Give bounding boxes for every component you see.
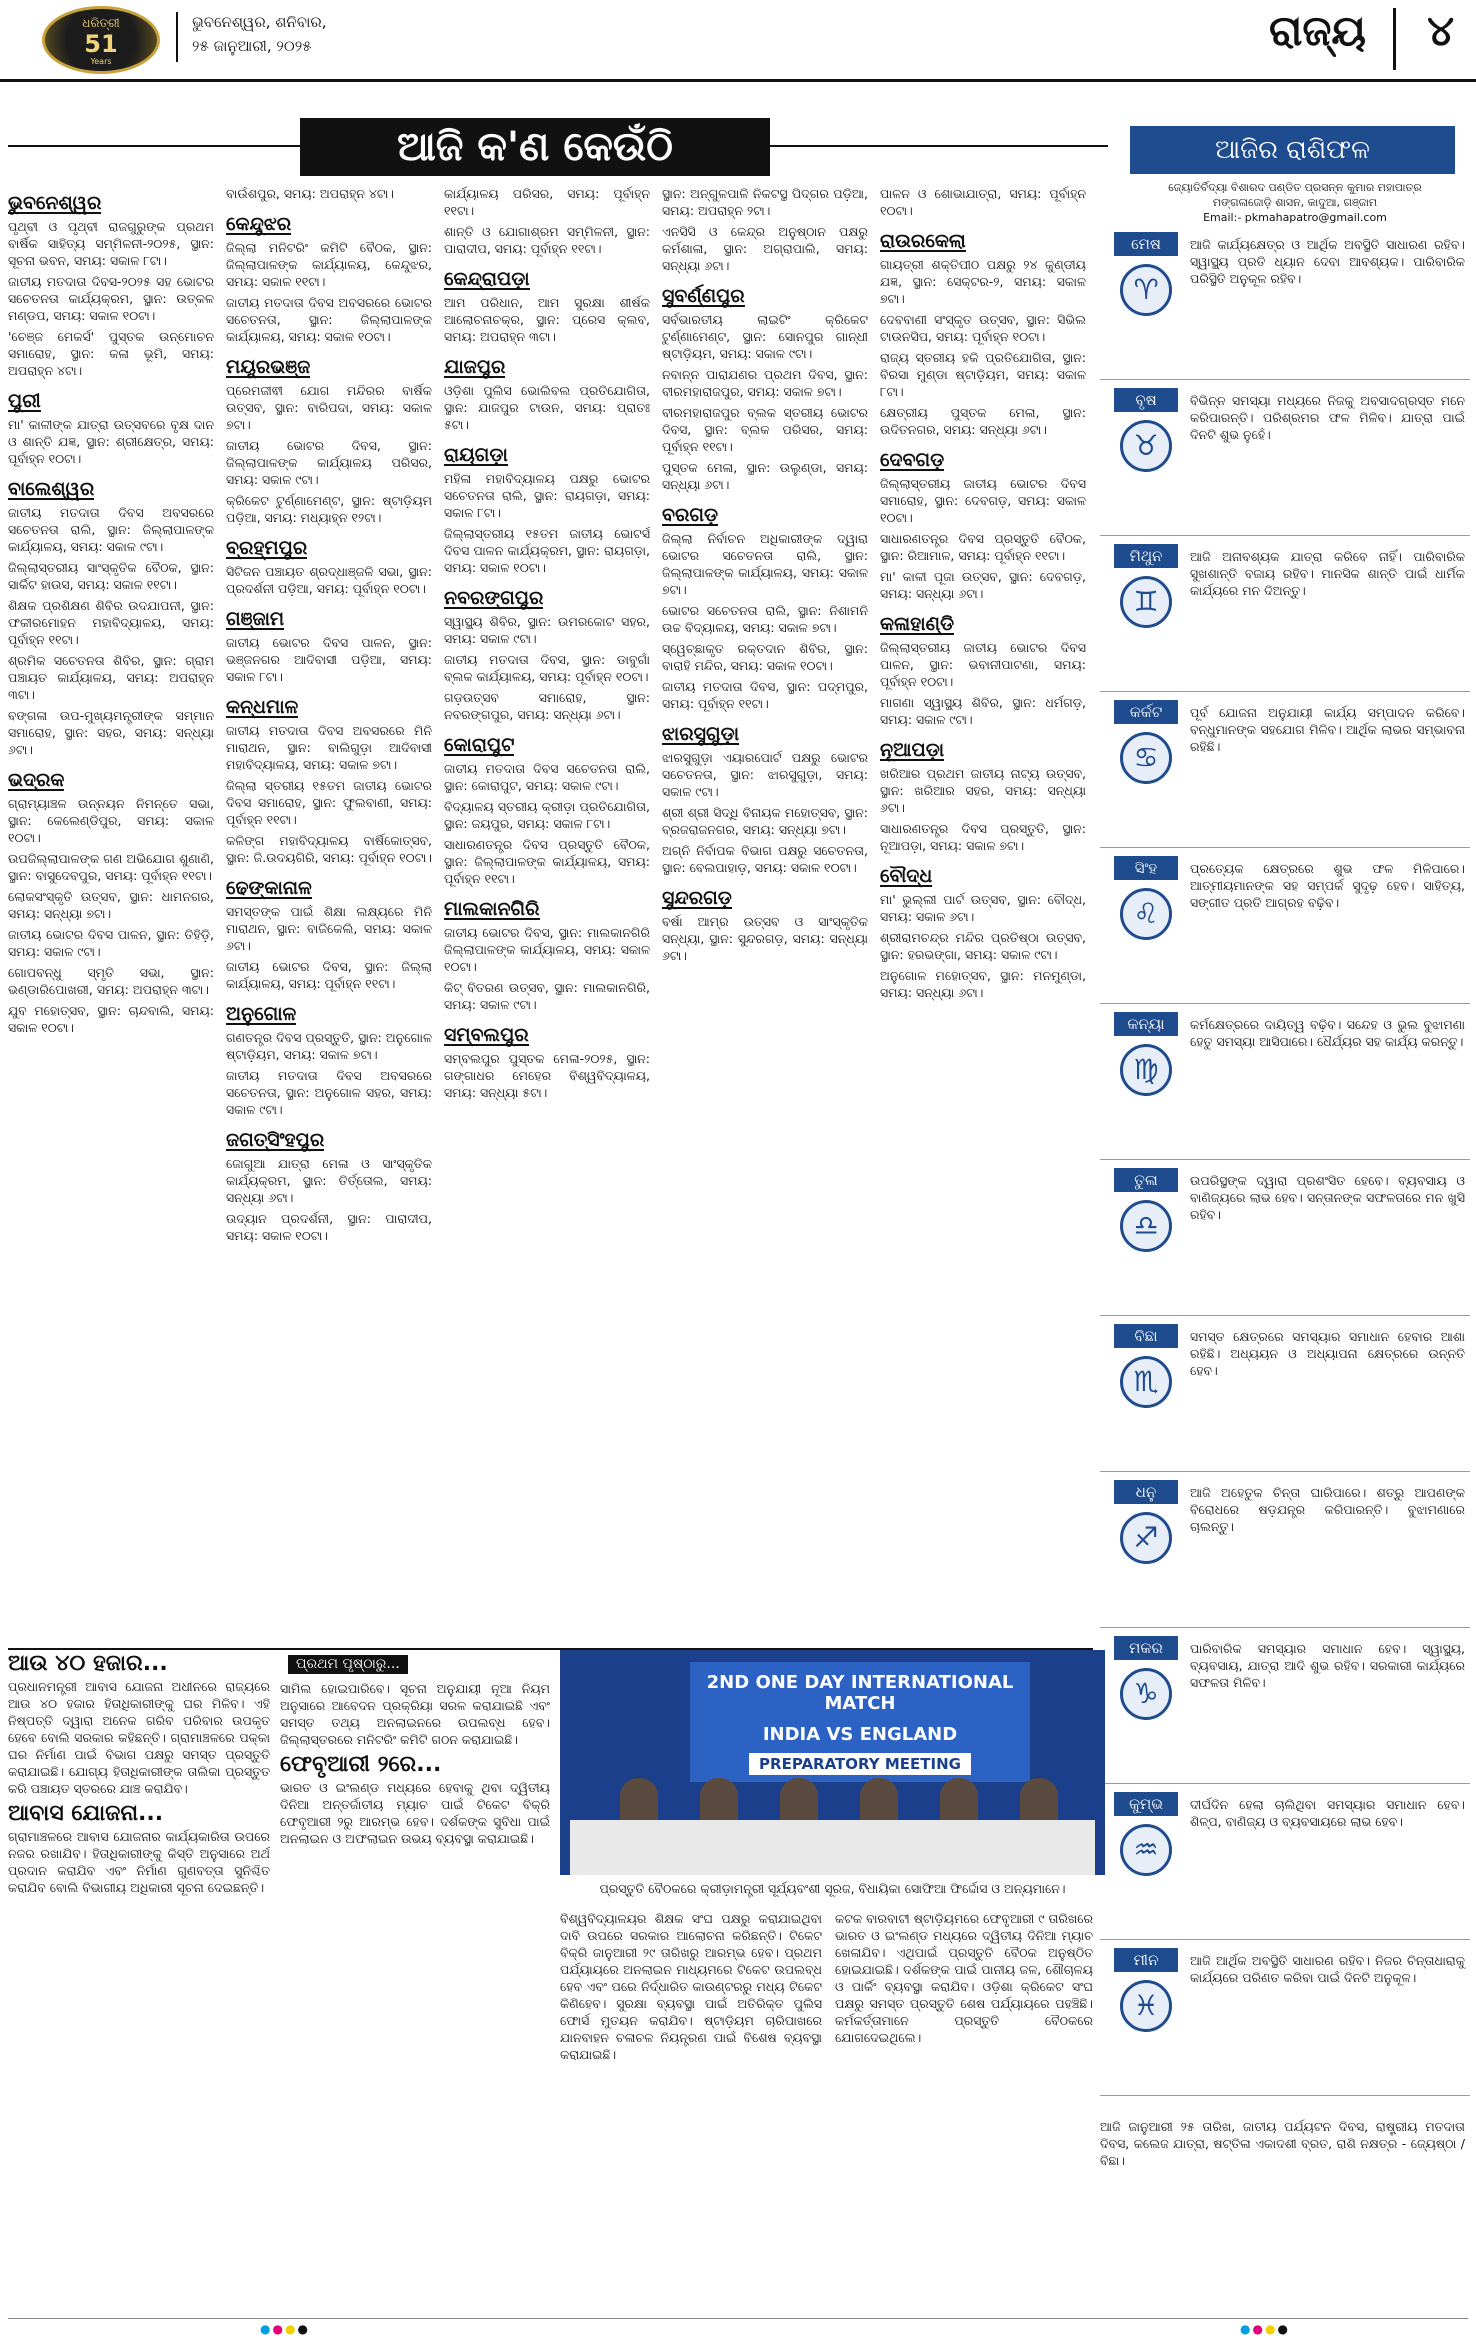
rashi-item — [1100, 1168, 1470, 1308]
city-heading: କେନ୍ଦୁଝର — [226, 213, 292, 235]
event-backdrop — [690, 1662, 1030, 1782]
event-item: ସମ୍ବଲପୁର ପୁସ୍ତକ ମେଳା-୨୦୨୫, ସ୍ଥାନ: ଗଙ୍ଗାଧର ମେହେର ବିଶ୍ୱବିଦ୍ୟାଳୟ, ସମୟ: ସନ୍ଧ୍ୟା ୫ଟା। — [444, 1051, 650, 1100]
event-item: ସାଧାରଣତନ୍ତ୍ର ଦିବସ ପ୍ରସ୍ତୁତି ବୈଠକ, ସ୍ଥାନ: ରିଆମାଳ, ସମୟ: ପୂର୍ବାହ୍ନ ୧୧ଟା। — [880, 531, 1086, 563]
event-item: କଳିଙ୍ଗ ମହାବିଦ୍ୟାଳୟ ବାର୍ଷିକୋତ୍ସବ, ସ୍ଥାନ: ଜି.ଉଦୟଗିରି, ସମୟ: ପୂର୍ବାହ୍ନ ୧୦ଟା। — [226, 833, 432, 865]
event-item: ନବାନ୍ନ ପାରାଯଣର ପ୍ରଥମ ଦିବସ, ସ୍ଥାନ: ବୀରମହାରାଜପୁର, ସମୟ: ସକାଳ ୭ଟା। — [662, 367, 868, 399]
event-item: ଶ୍ରୀରାମଚନ୍ଦ୍ର ମନ୍ଦିର ପ୍ରତିଷ୍ଠା ଉତ୍ସବ, ସ୍ଥାନ: ହରଭଙ୍ଗା, ସମୟ: ସକାଳ ୯ଟା। — [880, 930, 1086, 962]
rashi-divider — [1100, 691, 1470, 692]
event-item: ସାଧାରଣତନ୍ତ୍ର ଦିବସ ପ୍ରସ୍ତୁତି, ସ୍ଥାନ: ନୂଆପଡ଼ା, ସମୟ: ସକାଳ ୭ଟା। — [880, 821, 1086, 853]
event-item: ଜାତୀୟ ଭୋଟର ଦିବସ ପାଳନ, ସ୍ଥାନ: ତିହିଡ଼ି, ସମୟ: ସକାଳ ୯ଟା। — [8, 927, 214, 959]
city-heading: ବ୍ରହ୍ମପୁର — [226, 537, 308, 559]
story-subhead: ଆବାସ ଯୋଜନା... — [8, 1801, 164, 1826]
event-item: ପାଳନ ଓ ଶୋଭାଯାତ୍ରା, ସମୟ: ପୂର୍ବାହ୍ନ ୧୦ଟା। — [880, 186, 1086, 218]
story-body: ପ୍ରଧାନମନ୍ତ୍ରୀ ଆବାସ ଯୋଜନା ଅଧୀନରେ ରାଜ୍ୟରେ ଆଉ ୪୦ ହଜାର ହିତାଧିକାରୀଙ୍କୁ ଘର ମିଳିବ। ଏହି ନିଷ୍ପତ୍ତି ଦ୍ୱାରା ଅନେକ ଗରିବ ପରିବାର ଉପକୃତ ହେବେ ବୋଲି ସରକାର କହିଛନ୍ତି। ଗ୍ରାମାଞ୍ଚଳରେ ପକ୍କା ଘର ନିର୍ମାଣ ପାଇଁ ବିଭାଗ ପକ୍ଷରୁ ସମସ୍ତ ପ୍ରସ୍ତୁତି କରାଯାଇଛି। ଯୋଗ୍ୟ ହିତାଧିକାରୀଙ୍କ ତାଲିକା ପ୍ରସ୍ତୁତ କରି ପଞ୍ଚାୟତ ସ୍ତରରେ ଯାଞ୍ଚ କରାଯିବ। — [8, 1679, 270, 1796]
rashiphala-heading: ଆଜିର ରାଶିଫଳ — [1130, 126, 1455, 174]
libra-icon: ♎ — [1120, 1200, 1172, 1252]
city-heading: କଳାହାଣ୍ଡି — [880, 613, 955, 635]
event-item: ଗ୍ରାମ୍ୟାଞ୍ଚଳ ଉନ୍ନୟନ ନିମନ୍ତେ ସଭା, ସ୍ଥାନ: କେଲେଣ୍ଡିପୁର, ସମୟ: ସକାଳ ୧୦ଟା। — [8, 796, 214, 845]
masthead — [0, 0, 1476, 82]
sagittarius-icon: ♐ — [1120, 1512, 1172, 1564]
events-column-5 — [880, 185, 1086, 1640]
rashi-divider — [1100, 847, 1470, 848]
backdrop-title: 2ND ONE DAY INTERNATIONAL MATCH — [706, 1672, 1014, 1714]
virgo-icon: ♍ — [1120, 1044, 1172, 1096]
event-item: ଯୁବ ମହୋତ୍ସବ, ସ୍ଥାନ: ଚାନ୍ଦବାଲି, ସମୟ: ସକାଳ ୧୦ଟା। — [8, 1003, 214, 1035]
event-item: ଜୋଗୁଆ ଯାତ୍ରା ମେଳା ଓ ସାଂସ୍କୃତିକ କାର୍ଯ୍ୟକ୍ରମ, ସ୍ଥାନ: ତିର୍ତ୍ତୋଲ, ସମୟ: ସନ୍ଧ୍ୟା ୬ଟା। — [226, 1156, 432, 1205]
event-item: ସର୍ବଭାରତୀୟ ଲାଇଟିଂ କ୍ରିକେଟ ଟୁର୍ଣ୍ଣାମେଣ୍ଟ, ସ୍ଥାନ: ସୋନପୁର ଗାନ୍ଧୀ ଷ୍ଟାଡ଼ିୟମ, ସମୟ: ସକାଳ ୯ଟା। — [662, 312, 868, 361]
leo-icon: ♌ — [1120, 888, 1172, 940]
event-item: ବୀରମହାରାଜପୁର ବ୍ଲକ ସ୍ତରୀୟ ଭୋଟର ଦିବସ, ସ୍ଥାନ: ବ୍ଲକ ପରିସର, ସମୟ: ପୂର୍ବାହ୍ନ ୧୧ଟା। — [662, 405, 868, 454]
event-item: ସ୍ୱେଚ୍ଛାକୃତ ରକ୍ତଦାନ ଶିବିର, ସ୍ଥାନ: ବାରାହି ମନ୍ଦିର, ସମୟ: ସକାଳ ୧୦ଟା। — [662, 641, 868, 673]
event-item: ଜିଲ୍ଲାସ୍ତରୀୟ ଜାତୀୟ ଭୋଟର ଦିବସ ସମାରୋହ, ସ୍ଥାନ: ଦେବଗଡ଼, ସମୟ: ସକାଳ ୧୦ଟା। — [880, 476, 1086, 525]
backdrop-teams: INDIA VS ENGLAND — [762, 1724, 958, 1745]
event-item: ମା' କାଳୀଙ୍କ ଯାତ୍ରା ଉତ୍ସବରେ ବୃକ୍ଷ ଦାନ ଓ ଶାନ୍ତି ଯଜ୍ଞ, ସ୍ଥାନ: ଶ୍ରୀକ୍ଷେତ୍ର, ସମୟ: ପୂର୍ବାହ୍ନ ୧୦ଟା। — [8, 417, 214, 466]
event-item: ପ୍ରେମଜୀଵୀ ଯୋଗ ମନ୍ଦିରର ବାର୍ଷିକ ଉତ୍ସବ, ସ୍ଥାନ: ବାରିପଦା, ସମୟ: ସକାଳ ୭ଟା। — [226, 383, 432, 432]
cancer-icon: ♋ — [1120, 732, 1172, 784]
event-item: ପୃଥ୍ବୀ ଓ ପୃଥ୍ବୀ ରାଜଗୁରୁଙ୍କ ପ୍ରଥମ ବାର୍ଷିକ ସାହିତ୍ୟ ସମ୍ମିଳନୀ-୨୦୨୫, ସ୍ଥାନ: ସୂଚନା ଭବନ, ସମୟ: ସକାଳ ୮ଟା। — [8, 219, 214, 268]
footer-rule — [8, 2318, 1468, 2319]
rashi-divider — [1100, 1471, 1470, 1472]
story-body: କଟକ ବାରବାଟୀ ଷ୍ଟାଡ଼ିୟମରେ ଫେବୃଆରୀ ୯ ତାରିଖରେ ଭାରତ ଓ ଇଂଲଣ୍ଡ ମଧ୍ୟରେ ଦ୍ୱିତୀୟ ଦିନିଆ ମ୍ୟାଚ ଖେଳାଯିବ। ଏଥିପାଇଁ ପ୍ରସ୍ତୁତି ବୈଠକ ଅନୁଷ୍ଠିତ ହୋଇଯାଇଛି। ଦର୍ଶକଙ୍କ ପାଇଁ ପାନୀୟ ଜଳ, ଶୌଚାଳୟ ଓ ପାର୍କିଂ ବ୍ୟବସ୍ଥା କରାଯିବ। ଓଡ଼ିଶା କ୍ରିକେଟ ସଂଘ ପକ୍ଷରୁ ସମସ୍ତ ପ୍ରସ୍ତୁତି ଶେଷ ପର୍ଯ୍ୟାୟରେ ପହଞ୍ଚିଛି। କର୍ମକର୍ତ୍ତାମାନେ ପ୍ରସ୍ତୁତି ବୈଠକରେ ଯୋଗଦେଇଥିଲେ। — [835, 1911, 1093, 2045]
rashi-divider — [1100, 1783, 1470, 1784]
rashi-name: କୁମ୍ଭ — [1114, 1792, 1178, 1816]
event-item: ମାଗଣା ସ୍ୱାସ୍ଥ୍ୟ ଶିବିର, ସ୍ଥାନ: ଧର୍ମଗଡ଼, ସମୟ: ସକାଳ ୯ଟା। — [880, 695, 1086, 727]
rashi-divider — [1100, 1003, 1470, 1004]
event-item: ସିଟିଜନ ପଞ୍ଚାୟତ ଶ୍ରଦ୍ଧାଞ୍ଜଳି ସଭା, ସ୍ଥାନ: ପ୍ରଦର୍ଶନୀ ପଡ଼ିଆ, ସମୟ: ପୂର୍ବାହ୍ନ ୧୦ଟା। — [226, 564, 432, 596]
event-item: ଜାତୀୟ ମତଦାତା ଦିବସ ଅବସରରେ ସଚେତନତା, ସ୍ଥାନ: ଅନୁଗୋଳ ସହର, ସମୟ: ସକାଳ ୯ଟା। — [226, 1068, 432, 1117]
rashi-item — [1100, 1012, 1470, 1152]
rashi-divider — [1100, 1315, 1470, 1316]
rashi-prediction: ଉପରିସ୍ଥଙ୍କ ଦ୍ୱାରା ପ୍ରଶଂସିତ ହେବେ। ବ୍ୟବସାୟ ଓ ବାଣିଜ୍ୟରେ ଲାଭ ହେବ। ସନ୍ତାନଙ୍କ ସଫଳତାରେ ମନ ଖୁସି ରହିବ। — [1190, 1173, 1465, 1222]
event-item: ମା' କାଳୀ ପୂଜା ଉତ୍ସବ, ସ୍ଥାନ: ଦେବଗଡ଼, ସମୟ: ସନ୍ଧ୍ୟା ୬ଟା। — [880, 569, 1086, 601]
rashi-item — [1100, 1948, 1470, 2088]
meeting-table — [570, 1820, 1095, 1875]
aquarius-icon: ♒ — [1120, 1824, 1172, 1876]
story-headline — [8, 1655, 270, 1676]
registration-marks: ●●●● — [260, 2322, 310, 2336]
event-item: ଶାନ୍ତି ଓ ଯୋଗାଶ୍ରମ ସମ୍ମିଳନୀ, ସ୍ଥାନ: ପାରାଦୀପ, ସମୟ: ପୂର୍ବାହ୍ନ ୧୧ଟା। — [444, 224, 650, 256]
news-photo — [560, 1650, 1105, 1875]
event-item: ଜାତୀୟ ମତଦାତା ଦିବସ ଅବସରରେ ସଚେତନତା ରାଲି, ସ୍ଥାନ: ଜିଲ୍ଲାପାଳଙ୍କ କାର୍ଯ୍ୟାଳୟ, ସମୟ: ସକାଳ ୯ଟା। — [8, 505, 214, 554]
event-item: ଜିଲ୍ଲା ମନିଟରିଂ କମିଟି ବୈଠକ, ସ୍ଥାନ: ଜିଲ୍ଲାପାଳଙ୍କ କାର୍ଯ୍ୟାଳୟ, କେନ୍ଦୁଝର, ସମୟ: ସକାଳ ୧୧ଟା। — [226, 240, 432, 289]
event-item: ଓଡ଼ିଶା ପୁଲିସ ଭୋଲିବଲ ପ୍ରତିଯୋଗିତା, ସ୍ଥାନ: ଯାଜପୁର ଟାଉନ, ସମୟ: ପ୍ରାତଃ ୫ଟା। — [444, 383, 650, 432]
events-banner: ଆଜି କ'ଣ କେଉଁଠି — [300, 118, 770, 176]
city-heading: ଭଦ୍ରକ — [8, 769, 65, 791]
rashi-prediction: ଆଜି କାର୍ଯ୍ୟକ୍ଷେତ୍ର ଓ ଆର୍ଥିକ ଅବସ୍ଥିତି ସାଧାରଣ ରହିବ। ସ୍ୱାସ୍ଥ୍ୟ ପ୍ରତି ଧ୍ୟାନ ଦେବା ଆବଶ୍ୟକ। ପାରିବାରିକ ପରିସ୍ଥିତି ଅନୁକୂଳ ରହିବ। — [1190, 237, 1465, 286]
event-item: ରାଜ୍ୟ ସ୍ତରୀୟ ହକି ପ୍ରତିଯୋଗିତା, ସ୍ଥାନ: ବିରସା ମୁଣ୍ଡା ଷ୍ଟାଡ଼ିୟମ, ସମୟ: ସକାଳ ୮ଟା। — [880, 350, 1086, 399]
rashi-item — [1100, 1324, 1470, 1464]
city-heading: ଢେଙ୍କାନାଳ — [226, 877, 312, 899]
events-column-3 — [444, 185, 650, 1640]
city-heading: ବୌଦ୍ଧ — [880, 865, 933, 887]
rashi-name: ବୃଷ — [1114, 388, 1178, 412]
city-heading: ଅନୁଗୋଳ — [226, 1003, 297, 1025]
city-heading: କେନ୍ଦ୍ରାପଡ଼ା — [444, 268, 530, 290]
rashi-prediction: ଆଜି ଅନାବଶ୍ୟକ ଯାତ୍ରା କରିବେ ନାହିଁ। ପାରିବାରିକ ସୁଖଶାନ୍ତି ବଜାୟ ରହିବ। ମାନସିକ ଶାନ୍ତି ପାଇଁ ଧାର୍ମିକ କାର୍ଯ୍ୟରେ ମନ ଦିଅନ୍ତୁ। — [1190, 549, 1465, 598]
logo-number: 51 — [84, 30, 118, 58]
rashiphala-author — [1130, 180, 1460, 225]
rashi-divider — [1100, 1627, 1470, 1628]
event-item: ଜାତୀୟ ଭୋଟର ଦିବସ ପାଳନ, ସ୍ଥାନ: ଭଞ୍ଜନଗର ଆଦିବାସୀ ପଡ଼ିଆ, ସମୟ: ସକାଳ ୮ଟା। — [226, 635, 432, 684]
rashi-item — [1100, 232, 1470, 372]
rashi-prediction: ଆଜି ଅହେତୁକ ଚିନ୍ତା ଘାରିପାରେ। ଶତ୍ରୁ ଆପଣଙ୍କ ବିରୋଧରେ ଷଡ଼ଯନ୍ତ୍ର କରିପାରନ୍ତି। ବୁଝାମଣାରେ ଚାଲନ୍ତୁ। — [1190, 1485, 1465, 1534]
story-right-column — [560, 1910, 822, 2310]
event-item: ଖରିଆର ପ୍ରଥମ ଜାତୀୟ ନାଟ୍ୟ ଉତ୍ସବ, ସ୍ଥାନ: ଖରିଆର ସହର, ସମୟ: ସନ୍ଧ୍ୟା ୬ଟା। — [880, 766, 1086, 815]
rashi-item — [1100, 544, 1470, 684]
event-item: ଲୋକସଂସ୍କୃତି ଉତ୍ସବ, ସ୍ଥାନ: ଧାମନଗର, ସମୟ: ସନ୍ଧ୍ୟା ୭ଟା। — [8, 889, 214, 921]
rashi-name: ମିଥୁନ — [1114, 544, 1178, 568]
city-heading: ରାୟଗଡ଼ା — [444, 444, 508, 466]
event-item: ପୁସ୍ତକ ମେଳା, ସ୍ଥାନ: ଉଲୁଣ୍ଡା, ସମୟ: ସନ୍ଧ୍ୟା ୬ଟା। — [662, 460, 868, 492]
event-item: କ୍ରିକେଟ ଟୁର୍ଣ୍ଣାମେଣ୍ଟ, ସ୍ଥାନ: ଷ୍ଟାଡ଼ିୟମ ପଡ଼ିଆ, ସମୟ: ମଧ୍ୟାହ୍ନ ୧୨ଟା। — [226, 493, 432, 525]
rashi-name: ଧନୁ — [1114, 1480, 1178, 1504]
rashi-name: ମୀନ — [1114, 1948, 1178, 1972]
event-item: କ୍ଷେତ୍ରୀୟ ପୁସ୍ତକ ମେଳା, ସ୍ଥାନ: ଉଦିତନଗର, ସମୟ: ସନ୍ଧ୍ୟା ୬ଟା। — [880, 405, 1086, 437]
event-item: ମହିଳା ମହାବିଦ୍ୟାଳୟ ପକ୍ଷରୁ ଭୋଟର ସଚେତନତା ରାଲି, ସ୍ଥାନ: ରାୟଗଡ଼ା, ସମୟ: ସକାଳ ୮ଟା। — [444, 471, 650, 520]
event-item: ବାଉଁଶପୁର, ସମୟ: ଅପରାହ୍ନ ୪ଟା। — [226, 186, 395, 201]
event-item: ବିଦ୍ୟାଳୟ ସ୍ତରୀୟ କ୍ରୀଡ଼ା ପ୍ରତିଯୋଗିତା, ସ୍ଥାନ: ଜୟପୁର, ସମୟ: ସକାଳ ୮ଟା। — [444, 799, 650, 831]
rashi-item — [1100, 700, 1470, 840]
panjika-note: ଆଜି ଜାନୁଆରୀ ୨୫ ତାରିଖ, ଜାତୀୟ ପର୍ଯ୍ୟଟନ ଦିବସ, ରାଷ୍ଟ୍ରୀୟ ମତଦାତା ଦିବସ, କଲେଜ ଯାତ୍ରା, ଷଟ୍‌ତିଳା ଏକାଦଶୀ ବ୍ରତ, ରାଶି ନକ୍ଷତ୍ର - ଜ୍ୟେଷ୍ଠା / ବିଛା। — [1100, 2119, 1465, 2168]
author-email: Email:- pkmahapatro@gmail.com — [1203, 211, 1387, 224]
rashi-prediction: ପାରିବାରିକ ସମସ୍ୟାର ସମାଧାନ ହେବ। ସ୍ୱାସ୍ଥ୍ୟ, ବ୍ୟବସାୟ, ଯାତ୍ରା ଆଦି ଶୁଭ ରହିବ। ସରକାରୀ କାର୍ଯ୍ୟରେ ସଫଳତା ମିଳିବ। — [1190, 1641, 1465, 1690]
rashi-name: ସିଂହ — [1114, 856, 1178, 880]
city-heading: ଦେବଗଡ଼ — [880, 449, 945, 471]
event-item: ଉଦ୍ୟାନ ପ୍ରଦର୍ଶନୀ, ସ୍ଥାନ: ପାରାଦୀପ, ସମୟ: ସକାଳ ୧୦ଟା। — [226, 1211, 432, 1243]
event-item: ଜିଲ୍ଲା ସ୍ତରୀୟ ୧୫ତମ ଜାତୀୟ ଭୋଟର ଦିବସ ସମାରୋହ, ସ୍ଥାନ: ଫୁଲବାଣୀ, ସମୟ: ପୂର୍ବାହ୍ନ ୧୧ଟା। — [226, 778, 432, 827]
city-heading: ମୟୂରଭଞ୍ଜ — [226, 356, 311, 378]
registration-marks: ●●●● — [1240, 2322, 1290, 2336]
city-heading: ସୁବର୍ଣ୍ଣପୁର — [662, 285, 745, 307]
event-item: ବର୍ଷା ଆମ୍ର ଉତ୍ସବ ଓ ସାଂସ୍କୃତିକ ସନ୍ଧ୍ୟା, ସ୍ଥାନ: ସୁନ୍ଦରଗଡ଼, ସମୟ: ସନ୍ଧ୍ୟା ୬ଟା। — [662, 914, 868, 963]
event-item: ବଙ୍ଗଳା ଉପ-ମୁଖ୍ୟମନ୍ତ୍ରୀଙ୍କ ସମ୍ମାନ ସମାରୋହ, ସ୍ଥାନ: ସହର, ସମୟ: ସନ୍ଧ୍ୟା ୬ଟା। — [8, 708, 214, 757]
city-heading: ଭୁବନେଶ୍ୱର — [8, 192, 102, 214]
rashi-item — [1100, 1480, 1470, 1620]
capricorn-icon: ♑ — [1120, 1668, 1172, 1720]
event-item: 'ଚେଞ୍ଜ ମେକର୍ସ' ପୁସ୍ତକ ଉନ୍ମୋଚନ ସମାରୋହ, ସ୍ଥାନ: କଳା ଭୂମି, ସମୟ: ଅପରାହ୍ନ ୪ଟା। — [8, 329, 214, 378]
dateline — [192, 10, 327, 58]
event-item: ସମସ୍ତଙ୍କ ପାଇଁ ଶିକ୍ଷା ଲକ୍ଷ୍ୟରେ ମିନି ମାରାଥନ, ସ୍ଥାନ: ବାଜିକେଲି, ସମୟ: ସକାଳ ୬ଟା। — [226, 904, 432, 953]
city-heading: ଝାରସୁଗୁଡ଼ା — [662, 723, 740, 745]
city-heading: ସୁନ୍ଦରଗଡ଼ — [662, 887, 732, 909]
story-body: ବିଶ୍ୱବିଦ୍ୟାଳୟର ଶିକ୍ଷକ ସଂଘ ପକ୍ଷରୁ କରାଯାଇଥିବା ଦାବି ଉପରେ ସରକାର ଆଲୋଚନା କରିଛନ୍ତି। ଟିକେଟ ବିକ୍ରି ଜାନୁଆରୀ ୨୯ ତାରିଖରୁ ଆରମ୍ଭ ହେବ। ପ୍ରଥମ ପର୍ଯ୍ୟାୟରେ ଅନଲାଇନ ମାଧ୍ୟମରେ ଟିକେଟ ଉପଲବ୍ଧ ହେବ ଏବଂ ପରେ ନିର୍ଦ୍ଧାରିତ କାଉଣ୍ଟରରୁ ମଧ୍ୟ ଟିକେଟ କିଣିହେବ। ସୁରକ୍ଷା ବ୍ୟବସ୍ଥା ପାଇଁ ଅତିରିକ୍ତ ପୁଲିସ ଫୋର୍ସ ମୁତୟନ କରାଯିବ। ଷ୍ଟାଡ଼ିୟମ ଚାରିପାଖରେ ଯାନବାହନ ଚଳାଚଳ ନିୟନ୍ତ୍ରଣ ପାଇଁ ବିଶେଷ ବ୍ୟବସ୍ଥା କରାଯାଇଛି। — [560, 1911, 822, 2062]
event-item: ଜାତୀୟ ଭୋଟର ଦିବସ, ସ୍ଥାନ: ମାଲକାନଗିରି ଜିଲ୍ଲାପାଳଙ୍କ କାର୍ଯ୍ୟାଳୟ, ସମୟ: ସକାଳ ୧୦ଟା। — [444, 925, 650, 974]
event-item: ଜାତୀୟ ମତଦାତା ଦିବସ ସଚେତନତା ରାଲି, ସ୍ଥାନ: କୋରାପୁଟ, ସମୟ: ସକାଳ ୯ଟା। — [444, 761, 650, 793]
author-name: ଜ୍ୟୋତିର୍ବିଦ୍ୟା ବିଶାରଦ ପଣ୍ଡିତ ପ୍ରସନ୍ନ କୁମାର ମହାପାତ୍ର — [1168, 181, 1422, 194]
event-item: ଜାତୀୟ ଭୋଟର ଦିବସ, ସ୍ଥାନ: ଜିଲ୍ଲାପାଳଙ୍କ କାର୍ଯ୍ୟାଳୟ ପରିସର, ସମୟ: ସକାଳ ୯ଟା। — [226, 438, 432, 487]
rashi-divider — [1100, 2095, 1470, 2096]
headline-text: ଆଉ ୪୦ ହଜାର... — [8, 1655, 168, 1676]
city-heading: ସମ୍ବଲପୁର — [444, 1024, 529, 1046]
event-item: ଶ୍ରୀ ଶ୍ରୀ ସିଦ୍ଧି ବିନାୟକ ମହୋତ୍ସବ, ସ୍ଥାନ: ବ୍ରଜରାଜନଗର, ସମୟ: ସନ୍ଧ୍ୟା ୭ଟା। — [662, 805, 868, 837]
rashi-prediction: ପ୍ରତ୍ୟେକ କ୍ଷେତ୍ରରେ ଶୁଭ ଫଳ ମିଳିପାରେ। ଆତ୍ମୀୟମାନଙ୍କ ସହ ସମ୍ପର୍କ ସୁଦୃଢ଼ ହେବ। ସାହିତ୍ୟ, ସଙ୍ଗୀତ ପ୍ରତି ଆଗ୍ରହ ବଢ଼ିବ। — [1190, 861, 1465, 910]
event-item: ଅଗ୍ନି ନିର୍ବାପକ ବିଭାଗ ପକ୍ଷରୁ ସଚେତନତା, ସ୍ଥାନ: ବେଲପାହାଡ଼, ସମୟ: ସକାଳ ୧୦ଟା। — [662, 843, 868, 875]
dateline-place-day: ଭୁବନେଶ୍ୱର, ଶନିବାର, — [192, 13, 327, 31]
event-item: ଜାତୀୟ ମତଦାତା ଦିବସ, ସ୍ଥାନ: ପଦ୍ମପୁର, ସମୟ: ପୂର୍ବାହ୍ନ ୧୧ଟା। — [662, 679, 868, 711]
rashi-name: ତୁଳା — [1114, 1168, 1178, 1192]
city-heading: କୋରାପୁଟ — [444, 734, 515, 756]
event-item: ସ୍ୱାସ୍ଥ୍ୟ ଶିବିର, ସ୍ଥାନ: ଉମରକୋଟ ସହର, ସମୟ: ସକାଳ ୯ଟା। — [444, 614, 650, 646]
dateline-divider — [176, 12, 178, 62]
event-item: ଶ୍ରମିକ ସଚେତନତା ଶିବିର, ସ୍ଥାନ: ଗ୍ରାମ ପଞ୍ଚାୟତ କାର୍ଯ୍ୟାଳୟ, ସମୟ: ଅପରାହ୍ନ ୩ଟା। — [8, 653, 214, 702]
story-far-column — [835, 1910, 1093, 2310]
page-number-divider — [1393, 8, 1396, 70]
pisces-icon: ♓ — [1120, 1980, 1172, 2032]
event-item: ମା' ଭୁଲ୍ଲୀ ପାର୍ଟ ଉତ୍ସବ, ସ୍ଥାନ: ବୌଦ୍ଧ, ସମୟ: ସକାଳ ୬ଟା। — [880, 892, 1086, 924]
story-left-column — [8, 1655, 270, 2315]
rashi-item — [1100, 388, 1470, 528]
story-mid-column — [280, 1655, 550, 2315]
event-item: ଜାତୀୟ ମତଦାତା ଦିବସ ଅବସରରେ ଭୋଟର ସଚେତନତା, ସ୍ଥାନ: ଜିଲ୍ଲାପାଳଙ୍କ କାର୍ଯ୍ୟାଳୟ, ସମୟ: ସକାଳ ୧୦ଟା। — [226, 295, 432, 344]
event-item: ଆମ ପରିଧାନ, ଆମ ସୁରକ୍ଷା ଶୀର୍ଷକ ଆଲୋଚନାଚକ୍ର, ସ୍ଥାନ: ପ୍ରେସ କ୍ଲବ, ସମୟ: ଅପରାହ୍ନ ୩ଟା। — [444, 295, 650, 344]
backdrop-meeting: PREPARATORY MEETING — [749, 1753, 971, 1775]
rashi-prediction: ଦୀର୍ଘଦିନ ହେଲା ଚାଲିଥିବା ସମସ୍ୟାର ସମାଧାନ ହେବ। ଶିଳ୍ପ, ବାଣିଜ୍ୟ ଓ ବ୍ୟବସାୟରେ ଲାଭ ହେବ। — [1190, 1797, 1465, 1829]
events-column-4 — [662, 185, 868, 1640]
rashi-divider — [1100, 1939, 1470, 1940]
event-item: ଜାତୀୟ ମତଦାତା ଦିବସ, ସ୍ଥାନ: ଡାବୁଗାଁ ବ୍ଲକ କାର୍ଯ୍ୟାଳୟ, ସମୟ: ପୂର୍ବାହ୍ନ ୧୦ଟା। — [444, 652, 650, 684]
event-item: ଜିଲ୍ଲାସ୍ତରୀୟ ଜାତୀୟ ଭୋଟର ଦିବସ ପାଳନ, ସ୍ଥାନ: ଭବାନୀପାଟଣା, ସମୟ: ପୂର୍ବାହ୍ନ ୧୦ଟା। — [880, 640, 1086, 689]
city-heading: ଗଞ୍ଜାମ — [226, 608, 285, 630]
event-item: ଜିଲ୍ଲା ନିର୍ବାଚନ ଅଧିକାରୀଙ୍କ ଦ୍ୱାରା ଭୋଟର ସଚେତନତା ରାଲି, ସ୍ଥାନ: ଜିଲ୍ଲାପାଳଙ୍କ କାର୍ଯ୍ୟାଳୟ, ସମୟ: ସକାଳ ୭ଟା। — [662, 531, 868, 597]
rashi-item — [1100, 856, 1470, 996]
rashi-name: ମକର — [1114, 1636, 1178, 1660]
continued-from-front-tag: ପ୍ରଥମ ପୃଷ୍ଠାରୁ... — [288, 1655, 408, 1674]
event-item: ଗଡ଼ଉତ୍ସବ ସମାରୋହ, ସ୍ଥାନ: ନବରଙ୍ଗପୁର, ସମୟ: ସନ୍ଧ୍ୟା ୬ଟା। — [444, 690, 650, 722]
story-body: ଗ୍ରାମାଞ୍ଚଳରେ ଆବାସ ଯୋଜନାର କାର୍ଯ୍ୟକାରିତା ଉପରେ ନଜର ରଖାଯିବ। ହିତାଧିକାରୀଙ୍କୁ କିସ୍ତି ଅନୁସାରେ ଅର୍ଥ ପ୍ରଦାନ କରାଯିବ ଏବଂ ନିର୍ମାଣ ଗୁଣବତ୍ତା ସୁନିଶ୍ଚିତ କରାଯିବ ବୋଲି ବିଭାଗୀୟ ଅଧିକାରୀ ସୂଚନା ଦେଇଛନ୍ତି। — [8, 1829, 270, 1895]
rashi-divider — [1100, 535, 1470, 536]
event-item: ଜିଲ୍ଲାସ୍ତରୀୟ ସାଂସ୍କୃତିକ ବୈଠକ, ସ୍ଥାନ: ସାର୍କିଟ ହାଉସ, ସମୟ: ସକାଳ ୧୧ଟା। — [8, 560, 214, 592]
city-heading: କନ୍ଧମାଳ — [226, 696, 299, 718]
story-subhead: ଫେବୃଆରୀ ୨ରେ... — [280, 1752, 442, 1777]
rashi-name: କନ୍ୟା — [1114, 1012, 1178, 1036]
city-heading: ପୁରୀ — [8, 390, 41, 412]
rashi-name: କର୍କଟ — [1114, 700, 1178, 724]
city-heading: ଯାଜପୁର — [444, 356, 506, 378]
page-number: ୪ — [1427, 6, 1454, 55]
city-heading: ନବରଙ୍ଗପୁର — [444, 587, 544, 609]
dateline-date: ୨୫ ଜାନୁଆରୀ, ୨୦୨୫ — [192, 37, 312, 55]
city-heading: ବରଗଡ଼ — [662, 504, 719, 526]
event-item: କାର୍ଯ୍ୟାଳୟ ପରିସର, ସମୟ: ପୂର୍ବାହ୍ନ ୧୧ଟା। — [444, 186, 650, 218]
city-heading: ରାଉରକେଲା — [880, 230, 966, 252]
rashi-name: ମେଷ — [1114, 232, 1178, 256]
logo-years: Years — [90, 57, 112, 66]
event-item: ସ୍ଥାନ: ଅନ୍ଗୁଳପାଳି ନିକଟସ୍ଥ ପିଦ୍ଗର ପଡ଼ିଆ, ସମୟ: ଅପରାହ୍ନ ୨ଟା। — [662, 186, 868, 218]
city-heading: ଜଗତ୍‌ସିଂହପୁର — [226, 1129, 325, 1151]
story-body: ଭାରତ ଓ ଇଂଲଣ୍ଡ ମଧ୍ୟରେ ହେବାକୁ ଥିବା ଦ୍ୱିତୀୟ ଦିନିଆ ଅନ୍ତର୍ଜାତୀୟ ମ୍ୟାଚ ପାଇଁ ଟିକେଟ ବିକ୍ରି ଫେବୃଆରୀ ୨ରୁ ଆରମ୍ଭ ହେବ। ଦର୍ଶକଙ୍କ ସୁବିଧା ପାଇଁ ଅନଲାଇନ ଓ ଅଫଲାଇନ ଉଭୟ ବ୍ୟବସ୍ଥା କରାଯାଇଛି। — [280, 1780, 550, 1846]
event-item: ଜାତୀୟ ମତଦାତା ଦିବସ-୨୦୨୫ ସହ ଭୋଟର ସଚେତନତା କାର୍ଯ୍ୟକ୍ରମ, ସ୍ଥାନ: ଉତ୍କଳ ମଣ୍ଡପ, ସମୟ: ସକାଳ ୧୦ଟା। — [8, 274, 214, 323]
event-item: ଗଣତନ୍ତ୍ର ଦିବସ ପ୍ରସ୍ତୁତି, ସ୍ଥାନ: ଅନୁଗୋଳ ଷ୍ଟାଡ଼ିୟମ, ସମୟ: ସକାଳ ୭ଟା। — [226, 1030, 432, 1062]
rashi-name: ବିଛା — [1114, 1324, 1178, 1348]
aries-icon: ♈ — [1120, 264, 1172, 316]
event-item: ଝାରସୁଗୁଡ଼ା ଏୟାରପୋର୍ଟ ପକ୍ଷରୁ ଭୋଟର ସଚେତନତା, ସ୍ଥାନ: ଝାରସୁଗୁଡ଼ା, ସମୟ: ସକାଳ ୯ଟା। — [662, 750, 868, 799]
events-column-1 — [8, 185, 214, 1640]
section-title: ରାଜ୍ୟ — [1268, 6, 1366, 55]
event-item: ଭୋଟର ସଚେତନତା ରାଲି, ସ୍ଥାନ: ନିଶାମନି ଉଚ୍ଚ ବିଦ୍ୟାଳୟ, ସମୟ: ସକାଳ ୭ଟା। — [662, 603, 868, 635]
event-item: ଗାୟତ୍ରୀ ଶକ୍ତିପୀଠ ପକ୍ଷରୁ ୨୪ କୁଣ୍ଡୀୟ ଯଜ୍ଞ, ସ୍ଥାନ: ସେକ୍ଟର-୨, ସମୟ: ସକାଳ ୭ଟା। — [880, 257, 1086, 306]
rashi-item — [1100, 1636, 1470, 1776]
gemini-icon: ♊ — [1120, 576, 1172, 628]
event-item: ଜାତୀୟ ମତଦାତା ଦିବସ ଅବସରରେ ମିନି ମାରାଥନ, ସ୍ଥାନ: ବାଲିଗୁଡ଼ା ଆଦିବାସୀ ମହାବିଦ୍ୟାଳୟ, ସମୟ: ସକାଳ ୭ଟା। — [226, 723, 432, 772]
story-body: ସାମିଲ ହୋଇପାରିବେ। ସୂଚନା ଅନୁଯାୟୀ ନୂଆ ନିୟମ ଅନୁସାରେ ଆବେଦନ ପ୍ରକ୍ରିୟା ସରଳ କରାଯାଇଛି ଏବଂ ସମସ୍ତ ତଥ୍ୟ ଅନଲାଇନରେ ଉପଲବ୍ଧ ହେବ। ଜିଲ୍ଲାସ୍ତରରେ ମନିଟରିଂ କମିଟି ଗଠନ କରାଯାଇଛି। — [280, 1681, 550, 1747]
scorpio-icon: ♏ — [1120, 1356, 1172, 1408]
rashi-prediction: ସମସ୍ତ କ୍ଷେତ୍ରରେ ସମସ୍ୟାର ସମାଧାନ ହେବାର ଆଶା ରହିଛି। ଅଧ୍ୟୟନ ଓ ଅଧ୍ୟାପନା କ୍ଷେତ୍ରରେ ଉନ୍ନତି ହେବ। — [1190, 1329, 1465, 1378]
logo-title: ଧରିତ୍ରୀ — [82, 16, 120, 30]
rashi-item — [1100, 1792, 1470, 1932]
event-item: ଦେବବାଣୀ ସଂସ୍କୃତ ଉତ୍ସବ, ସ୍ଥାନ: ସିଭିଲ ଟାଉନସିପ, ସମୟ: ପୂର୍ବାହ୍ନ ୧୦ଟା। — [880, 312, 1086, 344]
event-item: କିଟ୍ ବିତରଣ ଉତ୍ସବ, ସ୍ଥାନ: ମାଲକାନଗିରି, ସମୟ: ସକାଳ ୯ଟା। — [444, 980, 650, 1012]
author-place: ମଙ୍ଗଳାଜୋଡ଼ି ଶାସନ, କାଦୁଆ, ଗଞ୍ଜାମ — [1212, 196, 1378, 209]
rashi-prediction: ଆଜି ଆର୍ଥିକ ଅବସ୍ଥିତି ସାଧାରଣ ରହିବ। ନିଜର ଚିନ୍ତାଧାରାକୁ କାର୍ଯ୍ୟରେ ପରିଣତ କରିବା ପାଇଁ ଦିନଟି ଅନୁକୂଳ। — [1190, 1953, 1465, 1985]
event-item: ଜାତୀୟ ଭୋଟର ଦିବସ, ସ୍ଥାନ: ଜିଲ୍ଲା କାର୍ଯ୍ୟାଳୟ, ସମୟ: ପୂର୍ବାହ୍ନ ୧୧ଟା। — [226, 959, 432, 991]
events-column-2 — [226, 185, 432, 1640]
event-item: ଗୋପବନ୍ଧୁ ସ୍ମୃତି ସଭା, ସ୍ଥାନ: ଭଣ୍ଡାରିପୋଖରୀ, ସମୟ: ଅପରାହ୍ନ ୩ଟା। — [8, 965, 214, 997]
city-heading: ମାଲକାନଗିରି — [444, 898, 540, 920]
newspaper-logo — [42, 6, 160, 74]
event-item: ସାଧାରଣତନ୍ତ୍ର ଦିବସ ପ୍ରସ୍ତୁତି ବୈଠକ, ସ୍ଥାନ: ଜିଲ୍ଲାପାଳଙ୍କ କାର୍ଯ୍ୟାଳୟ, ସମୟ: ପୂର୍ବାହ୍ନ ୧୧ଟା। — [444, 837, 650, 886]
city-heading: ନୂଆପଡ଼ା — [880, 739, 945, 761]
photo-caption: ପ୍ରସ୍ତୁତି ବୈଠକରେ କ୍ରୀଡ଼ାମନ୍ତ୍ରୀ ସୂର୍ଯ୍ୟବଂଶୀ ସୂରଜ, ବିଧାୟିକା ସୋଫିଆ ଫିର୍ଦ୍ଦୋସ ଓ ଅନ୍ୟମାନେ। — [599, 1881, 1066, 1896]
event-item: ଜିଲ୍ଲାସ୍ତରୀୟ ୧୫ତମ ଜାତୀୟ ଭୋଟର୍ସ ଦିବସ ପାଳନ କାର୍ଯ୍ୟକ୍ରମ, ସ୍ଥାନ: ରାୟଗଡ଼ା, ସମୟ: ସକାଳ ୧୦ଟା। — [444, 526, 650, 575]
city-heading: ବାଲେଶ୍ୱର — [8, 478, 95, 500]
event-item: ଉପଜିଲ୍ଲାପାଳଙ୍କ ଗଣ ଅଭିଯୋଗ ଶୁଣାଣି, ସ୍ଥାନ: ବାସୁଦେବପୁର, ସମୟ: ପୂର୍ବାହ୍ନ ୧୧ଟା। — [8, 851, 214, 883]
event-item: ଅନୁଗୋଳ ମହୋତ୍ସବ, ସ୍ଥାନ: ମନମୁଣ୍ଡା, ସମୟ: ସନ୍ଧ୍ୟା ୬ଟା। — [880, 968, 1086, 1000]
rashi-divider — [1100, 379, 1470, 380]
rashi-prediction: କର୍ମକ୍ଷେତ୍ରରେ ଦାୟିତ୍ୱ ବଢ଼ିବ। ସନ୍ଦେହ ଓ ଭୁଲ ବୁଝାମଣା ହେତୁ ସମସ୍ୟା ଆସିପାରେ। ଧୈର୍ଯ୍ୟର ସହ କାର୍ଯ୍ୟ କରନ୍ତୁ। — [1190, 1017, 1465, 1049]
rashi-divider — [1100, 1159, 1470, 1160]
taurus-icon: ♉ — [1120, 420, 1172, 472]
event-item: ଶିକ୍ଷକ ପ୍ରଶିକ୍ଷଣ ଶିବିର ଉଦଯାପନୀ, ସ୍ଥାନ: ଫକୀରମୋହନ ମହାବିଦ୍ୟାଳୟ, ସମୟ: ପୂର୍ବାହ୍ନ ୧୧ଟା। — [8, 598, 214, 647]
event-item: ଏନସିସି ଓ କେନ୍ଦ୍ର ଅନୁଷ୍ଠାନ ପକ୍ଷରୁ କର୍ମଶାଳା, ସ୍ଥାନ: ଅଗ୍ରାପାଲି, ସମୟ: ସନ୍ଧ୍ୟା ୬ଟା। — [662, 224, 868, 273]
rashi-prediction: ପୂର୍ବ ଯୋଜନା ଅନୁଯାୟୀ କାର୍ଯ୍ୟ ସମ୍ପାଦନ କରିବେ। ବନ୍ଧୁମାନଙ୍କ ସହଯୋଗ ମିଳିବ। ଆର୍ଥିକ ଲାଭର ସମ୍ଭାବନା ରହିଛି। — [1190, 705, 1465, 754]
rashi-prediction: ବିଭିନ୍ନ ସମସ୍ୟା ମଧ୍ୟରେ ନିଜକୁ ଅବସାଦଗ୍ରସ୍ତ ମନେ କରିପାରନ୍ତି। ପରିଶ୍ରମର ଫଳ ମିଳିବ। ଯାତ୍ରା ପାଇଁ ଦିନଟି ଶୁଭ ନୁହେଁ। — [1190, 393, 1465, 442]
